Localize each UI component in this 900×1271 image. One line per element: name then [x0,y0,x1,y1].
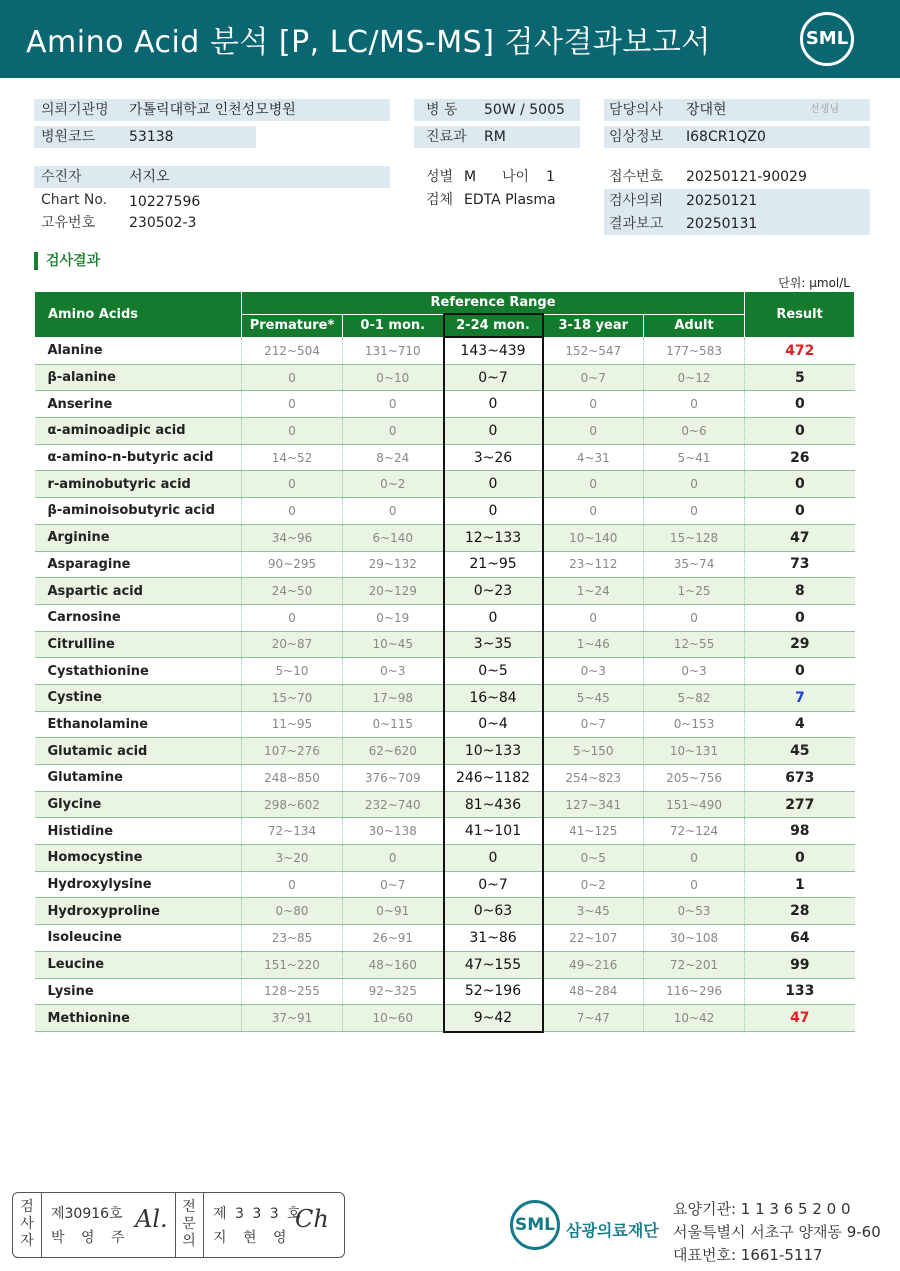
doctor-suffix: 선생님 [810,104,839,115]
reference-range-cell: 23~112 [543,551,644,578]
ward-value: 50W / 5005 [484,102,565,118]
reference-range-cell: 0~5 [444,658,543,685]
ward-label: 병 동 [426,102,458,118]
result-cell: 5 [745,364,855,391]
results-table [34,291,855,1033]
divider [203,1193,204,1257]
request-label: 검사의뢰 [609,193,664,209]
reference-range-cell: 0 [444,604,543,631]
foundation-logo: SML [510,1200,560,1250]
reference-range-cell: 5~41 [644,444,745,471]
reference-range-cell: 128~255 [242,978,343,1005]
reference-range-cell: 0~5 [543,845,644,872]
specialist-name: 지 현 영 [213,1230,293,1246]
table-row [35,444,855,471]
reference-range-cell: 131~710 [343,337,444,364]
receipt-field [604,166,870,188]
reference-range-cell: 90~295 [242,551,343,578]
table-row [35,765,855,792]
amino-acid-name: Glutamine [35,765,242,792]
doctor-value: 장대현 [686,102,727,118]
signature-box [12,1192,345,1258]
reference-range-cell: 41~101 [444,818,543,845]
reference-range-cell: 5~150 [543,738,644,765]
table-row [35,471,855,498]
chart-field [34,189,390,211]
reference-range-cell: 0 [543,471,644,498]
report-label: 결과보고 [609,216,664,232]
doctor-label: 담당의사 [609,102,664,118]
reference-range-cell: 3~35 [444,631,543,658]
reference-range-cell: 81~436 [444,791,543,818]
divider [41,1193,42,1257]
table-row [35,818,855,845]
table-row [35,738,855,765]
report-header [0,0,900,78]
foundation-name: 삼광의료재단 [566,1221,659,1240]
reference-range-cell: 31~86 [444,925,543,952]
receipt-label: 접수번호 [609,169,664,185]
result-cell: 73 [745,551,855,578]
hospital-code-field [34,126,256,148]
reference-range-cell: 0~115 [343,711,444,738]
reference-range-cell: 1~46 [543,631,644,658]
reference-range-cell: 0 [242,391,343,418]
table-row [35,631,855,658]
reference-range-cell: 72~134 [242,818,343,845]
clinical-field [604,126,870,148]
unique-field [34,212,390,234]
unit-label: 단위: μmol/L [778,276,850,290]
specimen-value: EDTA Plasma [464,192,556,208]
reference-range-cell: 1~24 [543,578,644,605]
specialist-label-text: 전문의 [182,1199,196,1249]
sex-value: M [464,169,477,185]
table-row [35,925,855,952]
reference-range-cell: 0~7 [343,871,444,898]
reference-range-cell: 0 [444,498,543,525]
reference-range-cell: 0~3 [543,658,644,685]
section-title: 검사결과 [34,252,100,270]
result-cell: 133 [745,978,855,1005]
result-cell: 26 [745,444,855,471]
specialist-label [176,1199,202,1250]
institution-field [34,99,390,121]
receipt-value: 20250121-90029 [686,169,807,185]
reference-range-cell: 0 [644,391,745,418]
reference-range-cell: 6~140 [343,524,444,551]
reference-range-cell: 0 [343,391,444,418]
reference-range-cell: 0 [543,498,644,525]
reference-range-cell: 21~95 [444,551,543,578]
reference-range-cell: 254~823 [543,765,644,792]
foundation-address: 서울특별시 서초구 양재동 9-60 [673,1223,881,1241]
table-row [35,791,855,818]
col-header-3-18-year: 3-18 year [543,314,644,337]
amino-acid-name: Citrulline [35,631,242,658]
reference-range-cell: 23~85 [242,925,343,952]
amino-acid-name: α-amino-n-butyric acid [35,444,242,471]
reference-range-cell: 5~45 [543,684,644,711]
reference-range-cell: 0 [242,364,343,391]
reference-range-cell: 151~490 [644,791,745,818]
care-institution-number: 요양기관: 1 1 3 6 5 2 0 0 [673,1200,851,1218]
reference-range-cell: 41~125 [543,818,644,845]
amino-acid-name: Cystathionine [35,658,242,685]
result-cell: 64 [745,925,855,952]
reference-range-cell: 0~23 [444,578,543,605]
result-cell: 7 [745,684,855,711]
col-header-reference-range: Reference Range [242,292,745,315]
table-row [35,364,855,391]
result-cell: 0 [745,471,855,498]
foundation-phone: 대표번호: 1661-5117 [673,1246,823,1264]
dept-value: RM [484,129,506,145]
reference-range-cell: 0 [242,418,343,445]
col-header-adult: Adult [644,314,745,337]
sml-logo: SML [800,12,854,66]
reference-range-cell: 72~201 [644,951,745,978]
patient-value: 서지오 [129,169,170,185]
specialist-number: 제 3 3 3 호 [213,1206,303,1222]
ward-field [414,99,580,121]
table-row [35,418,855,445]
amino-acid-name: Alanine [35,337,242,364]
table-row [35,551,855,578]
amino-acid-name: Histidine [35,818,242,845]
reference-range-cell: 298~602 [242,791,343,818]
result-cell: 28 [745,898,855,925]
reference-range-cell: 0~19 [343,604,444,631]
reference-range-cell: 376~709 [343,765,444,792]
reference-range-cell: 8~24 [343,444,444,471]
sex-label: 성별 [426,169,454,185]
result-cell: 0 [745,418,855,445]
examiner-signature: Al. [135,1205,168,1233]
reference-range-cell: 0 [242,871,343,898]
amino-acid-name: Carnosine [35,604,242,631]
reference-range-cell: 0~6 [644,418,745,445]
examiner-label [14,1199,40,1250]
reference-range-cell: 0 [444,418,543,445]
reference-range-cell: 11~95 [242,711,343,738]
reference-range-cell: 0~7 [444,871,543,898]
report-title: Amino Acid 분석 [P, LC/MS-MS] 검사결과보고서 [26,25,711,60]
reference-range-cell: 20~129 [343,578,444,605]
reference-range-cell: 212~504 [242,337,343,364]
reference-range-cell: 10~133 [444,738,543,765]
reference-range-cell: 127~341 [543,791,644,818]
reference-range-cell: 10~45 [343,631,444,658]
col-header-0-1-mon: 0-1 mon. [343,314,444,337]
reference-range-cell: 37~91 [242,1005,343,1032]
clinical-value: I68CR1QZ0 [686,129,766,145]
reference-range-cell: 0~7 [444,364,543,391]
reference-range-cell: 72~124 [644,818,745,845]
table-row [35,337,855,364]
result-cell: 0 [745,845,855,872]
amino-acid-name: Anserine [35,391,242,418]
specimen-field [414,189,580,211]
reference-range-cell: 5~10 [242,658,343,685]
reference-range-cell: 248~850 [242,765,343,792]
reference-range-cell: 30~138 [343,818,444,845]
age-label: 나이 [502,169,530,185]
reference-range-cell: 151~220 [242,951,343,978]
amino-acid-name: Lysine [35,978,242,1005]
specimen-label: 검체 [426,192,454,208]
amino-acid-name: Arginine [35,524,242,551]
reference-range-cell: 10~131 [644,738,745,765]
result-cell: 45 [745,738,855,765]
col-header-result: Result [745,292,855,338]
reference-range-cell: 35~74 [644,551,745,578]
reference-range-cell: 12~133 [444,524,543,551]
amino-acid-name: Isoleucine [35,925,242,952]
table-row [35,524,855,551]
reference-range-cell: 48~160 [343,951,444,978]
reference-range-cell: 52~196 [444,978,543,1005]
result-cell: 277 [745,791,855,818]
result-cell: 1 [745,871,855,898]
reference-range-cell: 62~620 [343,738,444,765]
reference-range-cell: 0~2 [543,871,644,898]
reference-range-cell: 16~84 [444,684,543,711]
reference-range-cell: 0 [444,391,543,418]
reference-range-cell: 205~756 [644,765,745,792]
hospital-code-value: 53138 [129,129,174,145]
doctor-field [604,99,870,121]
reference-range-cell: 0 [543,391,644,418]
reference-range-cell: 3~20 [242,845,343,872]
hospital-code-label: 병원코드 [41,129,96,145]
table-row [35,684,855,711]
table-row [35,604,855,631]
reference-range-cell: 0 [343,418,444,445]
dept-label: 진료과 [426,129,467,145]
amino-acid-name: Glycine [35,791,242,818]
reference-range-cell: 0 [343,498,444,525]
reference-range-cell: 107~276 [242,738,343,765]
reference-range-cell: 30~108 [644,925,745,952]
table-row [35,978,855,1005]
result-cell: 472 [745,337,855,364]
result-cell: 29 [745,631,855,658]
result-cell: 0 [745,604,855,631]
reference-range-cell: 0 [644,604,745,631]
amino-acid-name: Cystine [35,684,242,711]
amino-acid-name: Aspartic acid [35,578,242,605]
amino-acid-name: Glutamic acid [35,738,242,765]
amino-acid-name: r-aminobutyric acid [35,471,242,498]
col-header-amino-acids: Amino Acids [35,292,242,338]
reference-range-cell: 26~91 [343,925,444,952]
examiner-number: 제30916호 [51,1206,123,1222]
result-cell: 98 [745,818,855,845]
reference-range-cell: 0 [444,471,543,498]
reference-range-cell: 232~740 [343,791,444,818]
amino-acid-name: Ethanolamine [35,711,242,738]
table-row [35,391,855,418]
amino-acid-name: Asparagine [35,551,242,578]
reference-range-cell: 0 [644,871,745,898]
reference-range-cell: 0~12 [644,364,745,391]
reference-range-cell: 49~216 [543,951,644,978]
sex-age-field [414,166,580,188]
reference-range-cell: 0 [543,418,644,445]
reference-range-cell: 0 [644,498,745,525]
reference-range-cell: 10~42 [644,1005,745,1032]
institution-value: 가톨릭대학교 인천성모병원 [129,102,296,118]
request-report-field [604,189,870,235]
amino-acid-name: Leucine [35,951,242,978]
result-cell: 47 [745,1005,855,1032]
report-value: 20250131 [686,216,758,232]
reference-range-cell: 5~82 [644,684,745,711]
reference-range-cell: 15~70 [242,684,343,711]
dept-field [414,126,580,148]
amino-acid-name: α-aminoadipic acid [35,418,242,445]
table-row [35,898,855,925]
reference-range-cell: 0 [242,471,343,498]
reference-range-cell: 4~31 [543,444,644,471]
table-row [35,871,855,898]
reference-range-cell: 0~80 [242,898,343,925]
reference-range-cell: 0 [343,845,444,872]
reference-range-cell: 0 [242,604,343,631]
amino-acid-name: Homocystine [35,845,242,872]
result-cell: 8 [745,578,855,605]
table-row [35,951,855,978]
age-value: 1 [546,169,555,185]
reference-range-cell: 0~2 [343,471,444,498]
reference-range-cell: 0 [644,471,745,498]
result-cell: 0 [745,498,855,525]
reference-range-cell: 34~96 [242,524,343,551]
reference-range-cell: 7~47 [543,1005,644,1032]
reference-range-cell: 246~1182 [444,765,543,792]
col-header-premature: Premature* [242,314,343,337]
reference-range-cell: 0~10 [343,364,444,391]
reference-range-cell: 14~52 [242,444,343,471]
reference-range-cell: 0~4 [444,711,543,738]
reference-range-cell: 24~50 [242,578,343,605]
reference-range-cell: 17~98 [343,684,444,711]
chart-label: Chart No. [41,192,108,208]
reference-range-cell: 92~325 [343,978,444,1005]
table-row [35,845,855,872]
reference-range-cell: 48~284 [543,978,644,1005]
reference-range-cell: 12~55 [644,631,745,658]
reference-range-cell: 0 [543,604,644,631]
amino-acid-name: Hydroxyproline [35,898,242,925]
reference-range-cell: 116~296 [644,978,745,1005]
amino-acid-name: Methionine [35,1005,242,1032]
specialist-signature: Ch [295,1205,329,1233]
institution-label: 의뢰기관명 [41,102,109,118]
reference-range-cell: 29~132 [343,551,444,578]
unique-label: 고유번호 [41,215,96,231]
request-value: 20250121 [686,193,758,209]
reference-range-cell: 0 [644,845,745,872]
reference-range-cell: 0 [242,498,343,525]
reference-range-cell: 1~25 [644,578,745,605]
reference-range-cell: 22~107 [543,925,644,952]
amino-acid-name: β-aminoisobutyric acid [35,498,242,525]
reference-range-cell: 10~60 [343,1005,444,1032]
reference-range-cell: 0~53 [644,898,745,925]
unique-value: 230502-3 [129,215,197,231]
reference-range-cell: 0~153 [644,711,745,738]
result-cell: 4 [745,711,855,738]
reference-range-cell: 3~26 [444,444,543,471]
reference-range-cell: 0~7 [543,711,644,738]
patient-field [34,166,390,188]
table-row [35,498,855,525]
reference-range-cell: 0~3 [644,658,745,685]
reference-range-cell: 152~547 [543,337,644,364]
table-row [35,711,855,738]
reference-range-cell: 20~87 [242,631,343,658]
reference-range-cell: 0 [444,845,543,872]
table-row [35,578,855,605]
col-header-2-24-mon: 2-24 mon. [444,314,543,337]
examiner-label-text: 검사자 [20,1199,34,1249]
reference-range-cell: 15~128 [644,524,745,551]
examiner-name: 박 영 주 [51,1230,131,1246]
result-cell: 673 [745,765,855,792]
table-row [35,658,855,685]
result-cell: 47 [745,524,855,551]
amino-acid-name: β-alanine [35,364,242,391]
patient-label: 수진자 [41,169,82,185]
result-cell: 99 [745,951,855,978]
clinical-label: 임상정보 [609,129,664,145]
reference-range-cell: 3~45 [543,898,644,925]
reference-range-cell: 10~140 [543,524,644,551]
reference-range-cell: 47~155 [444,951,543,978]
result-cell: 0 [745,391,855,418]
reference-range-cell: 0~7 [543,364,644,391]
result-cell: 0 [745,658,855,685]
reference-range-cell: 0~3 [343,658,444,685]
reference-range-cell: 0~63 [444,898,543,925]
reference-range-cell: 143~439 [444,337,543,364]
reference-range-cell: 0~91 [343,898,444,925]
table-row [35,1005,855,1032]
amino-acid-name: Hydroxylysine [35,871,242,898]
reference-range-cell: 9~42 [444,1005,543,1032]
chart-value: 10227596 [129,194,201,210]
reference-range-cell: 177~583 [644,337,745,364]
